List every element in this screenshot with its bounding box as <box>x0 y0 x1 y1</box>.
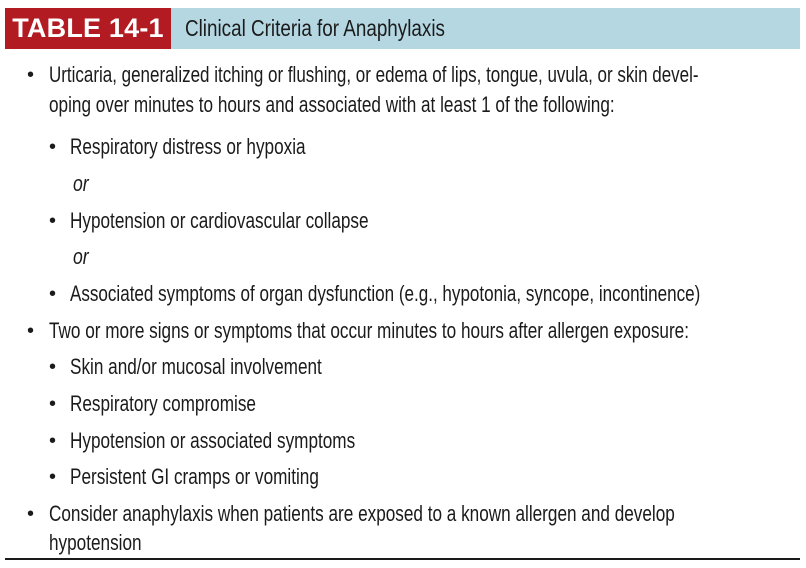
item-3-line-2: hypotension <box>49 530 142 555</box>
sub-bullet-marker: • <box>49 430 57 452</box>
table-title <box>171 8 800 49</box>
item-2-sub-3: Hypotension or associated symptoms <box>70 428 356 453</box>
item-1-connector-1: or <box>73 171 89 196</box>
item-1-line-2: oping over minutes to hours and associated with at least 1 of the following: <box>49 92 615 117</box>
item-2-sub-4: Persistent GI cramps or vomiting <box>70 464 319 489</box>
sub-bullet-marker: • <box>49 356 57 378</box>
item-2-sub-2: Respiratory compromise <box>70 391 256 416</box>
item-3-line-1: Consider anaphylaxis when patients are exposed to a known allergen and develop <box>49 501 675 526</box>
item-1-sub-2: Hypotension or cardiovascular collapse <box>70 208 369 233</box>
table-14-1 <box>5 8 800 560</box>
item-1-connector-2: or <box>73 244 89 269</box>
sub-bullet-marker: • <box>49 283 57 305</box>
sub-bullet-marker: • <box>49 210 57 232</box>
table-header <box>5 8 800 49</box>
bullet-marker: • <box>27 64 35 86</box>
item-1-sub-3: Associated symptoms of organ dysfunction (e.g., hypotonia, syncope, incontinence) <box>70 281 701 306</box>
item-1-sub-1: Respiratory distress or hypoxia <box>70 134 306 159</box>
bullet-marker: • <box>27 503 35 525</box>
item-1-line-1: Urticaria, generalized itching or flushing, or edema of lips, tongue, uvula, or skin devel- <box>49 62 699 87</box>
sub-bullet-marker: • <box>49 466 57 488</box>
sub-bullet-marker: • <box>49 136 57 158</box>
table-title-text: Clinical Criteria for Anaphylaxis <box>185 15 445 41</box>
table-number-label: TABLE 14-1 <box>5 8 171 49</box>
item-2-sub-1: Skin and/or mucosal involvement <box>70 354 322 379</box>
item-2-line-1: Two or more signs or symptoms that occur minutes to hours after allergen exposure: <box>49 318 689 343</box>
bullet-marker: • <box>27 320 35 342</box>
sub-bullet-marker: • <box>49 393 57 415</box>
